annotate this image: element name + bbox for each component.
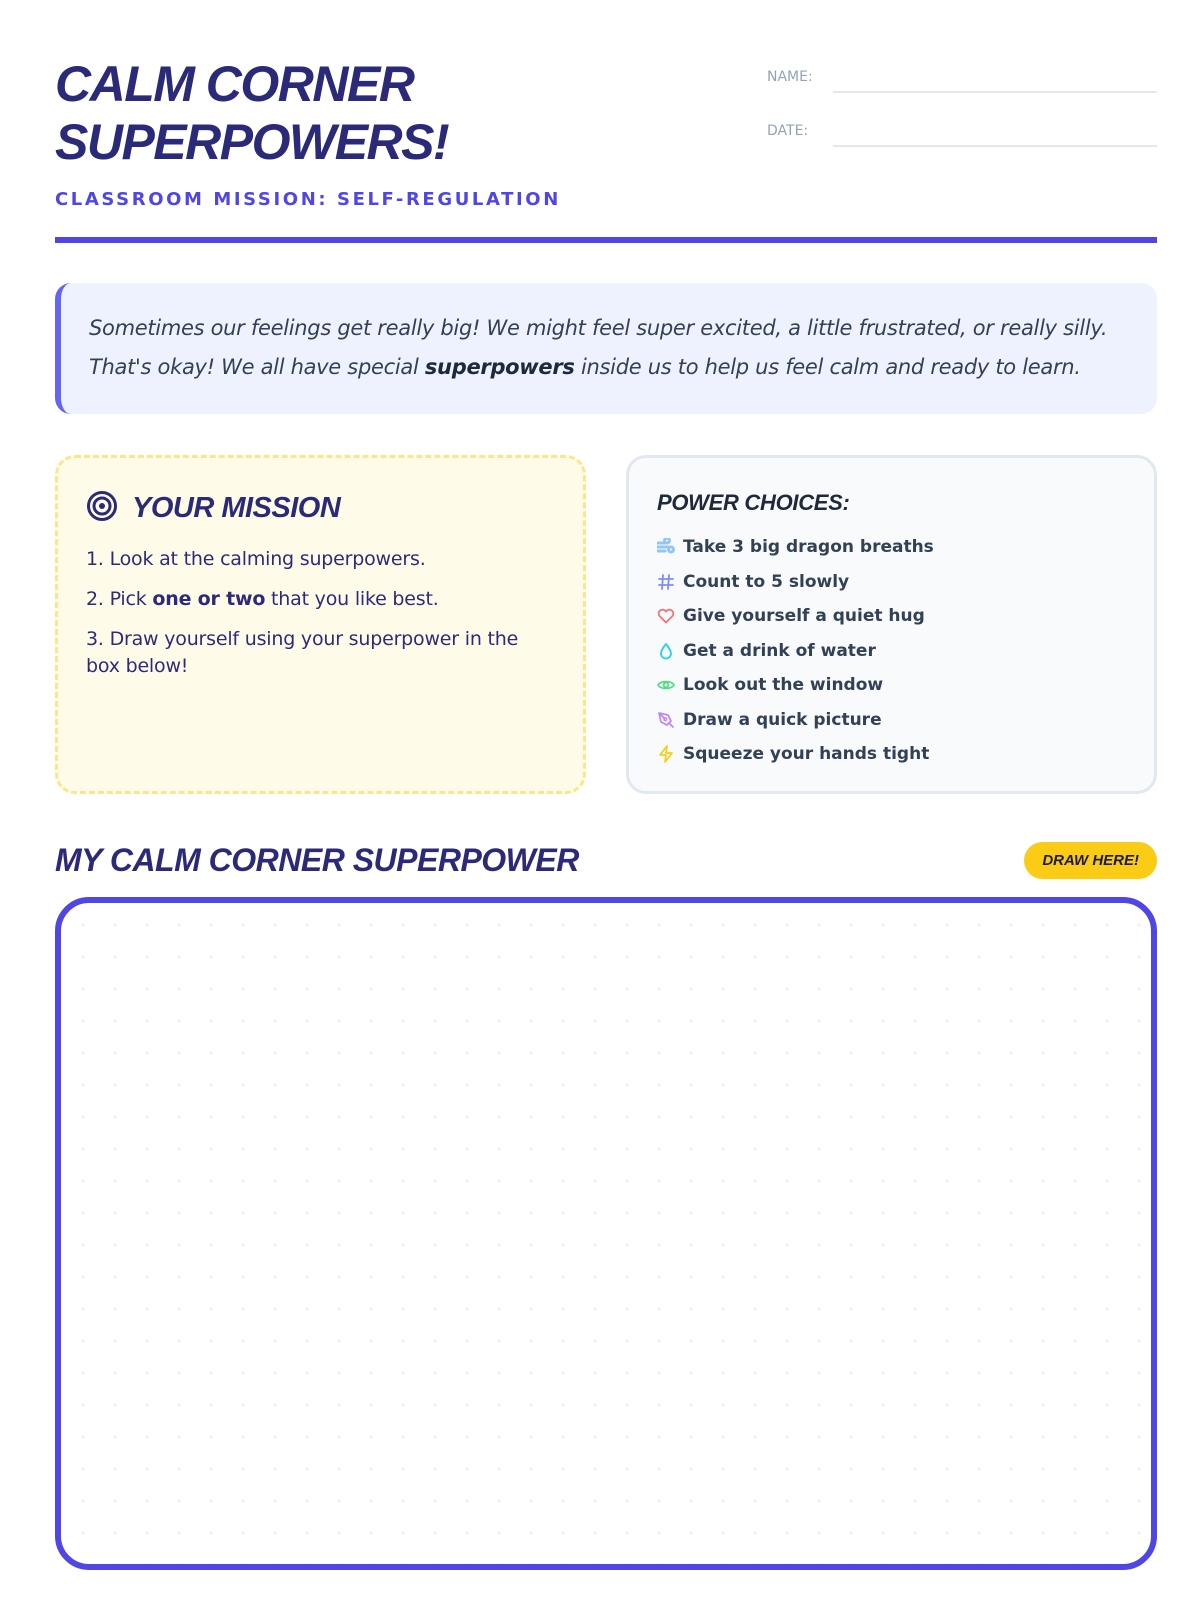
power-item (657, 634, 1126, 669)
worksheet-header (55, 55, 1157, 243)
power-label: Look out the window (683, 675, 884, 696)
power-item (657, 599, 1126, 634)
student-info-fields (767, 65, 1157, 173)
pen-icon (657, 711, 675, 729)
power-item (657, 737, 1126, 772)
mission-title: YOUR MISSION (132, 491, 341, 524)
mission-step-2 (86, 586, 555, 613)
target-icon (86, 490, 118, 526)
wind-icon (657, 538, 675, 556)
power-label: Give yourself a quiet hug (683, 606, 925, 627)
power-item (657, 703, 1126, 738)
power-label: Draw a quick picture (683, 709, 882, 730)
mission-card (55, 455, 586, 794)
name-field[interactable] (833, 67, 1157, 93)
name-field-row (767, 65, 1157, 93)
date-field-row (767, 119, 1157, 147)
draw-here-badge: DRAW HERE! (1024, 842, 1157, 879)
mission-header (86, 490, 555, 526)
drawing-section-title: MY CALM CORNER SUPERPOWER (55, 841, 579, 878)
mission-steps (86, 546, 555, 680)
intro-callout (55, 283, 1157, 414)
intro-bold-word: superpowers (424, 355, 575, 379)
title-line-1: CALM CORNER (55, 56, 414, 112)
title-line-2: SUPERPOWERS! (55, 114, 449, 170)
drawing-area[interactable] (55, 897, 1157, 1570)
power-choices-title: POWER CHOICES: (657, 490, 850, 515)
power-label: Get a drink of water (683, 640, 876, 661)
mission-step-3: 3. Draw yourself using your superpower in the box below! (86, 628, 519, 677)
step-2-bold: one or two (152, 588, 266, 610)
eye-icon (657, 676, 675, 694)
power-label: Take 3 big dragon breaths (683, 537, 934, 558)
power-label: Count to 5 slowly (683, 571, 850, 592)
power-item (657, 565, 1126, 600)
name-label: NAME: (767, 69, 813, 85)
power-choices-card (626, 455, 1157, 794)
power-item (657, 668, 1126, 703)
power-item (657, 530, 1126, 565)
step-2-text-a: 2. Pick (86, 588, 153, 610)
drawing-section-header (55, 840, 1157, 880)
hash-icon (657, 573, 675, 591)
date-label: DATE: (767, 123, 809, 139)
step-2-text-b: that you like best. (265, 588, 439, 610)
mission-step-1: 1. Look at the calming superpowers. (86, 548, 426, 570)
power-label: Squeeze your hands tight (683, 744, 930, 765)
page-subtitle: CLASSROOM MISSION: SELF-REGULATION (55, 189, 561, 210)
date-field[interactable] (833, 121, 1157, 147)
header-divider (55, 237, 1157, 243)
heart-icon (657, 607, 675, 625)
intro-text-start: Sometimes our feelings get really big! We might feel super excited, a little frustrated, or really silly. That's okay! We all have special (89, 316, 1108, 379)
zap-icon (657, 745, 675, 763)
droplet-icon (657, 642, 675, 660)
intro-text-end: inside us to help us feel calm and ready to learn. (574, 355, 1081, 379)
